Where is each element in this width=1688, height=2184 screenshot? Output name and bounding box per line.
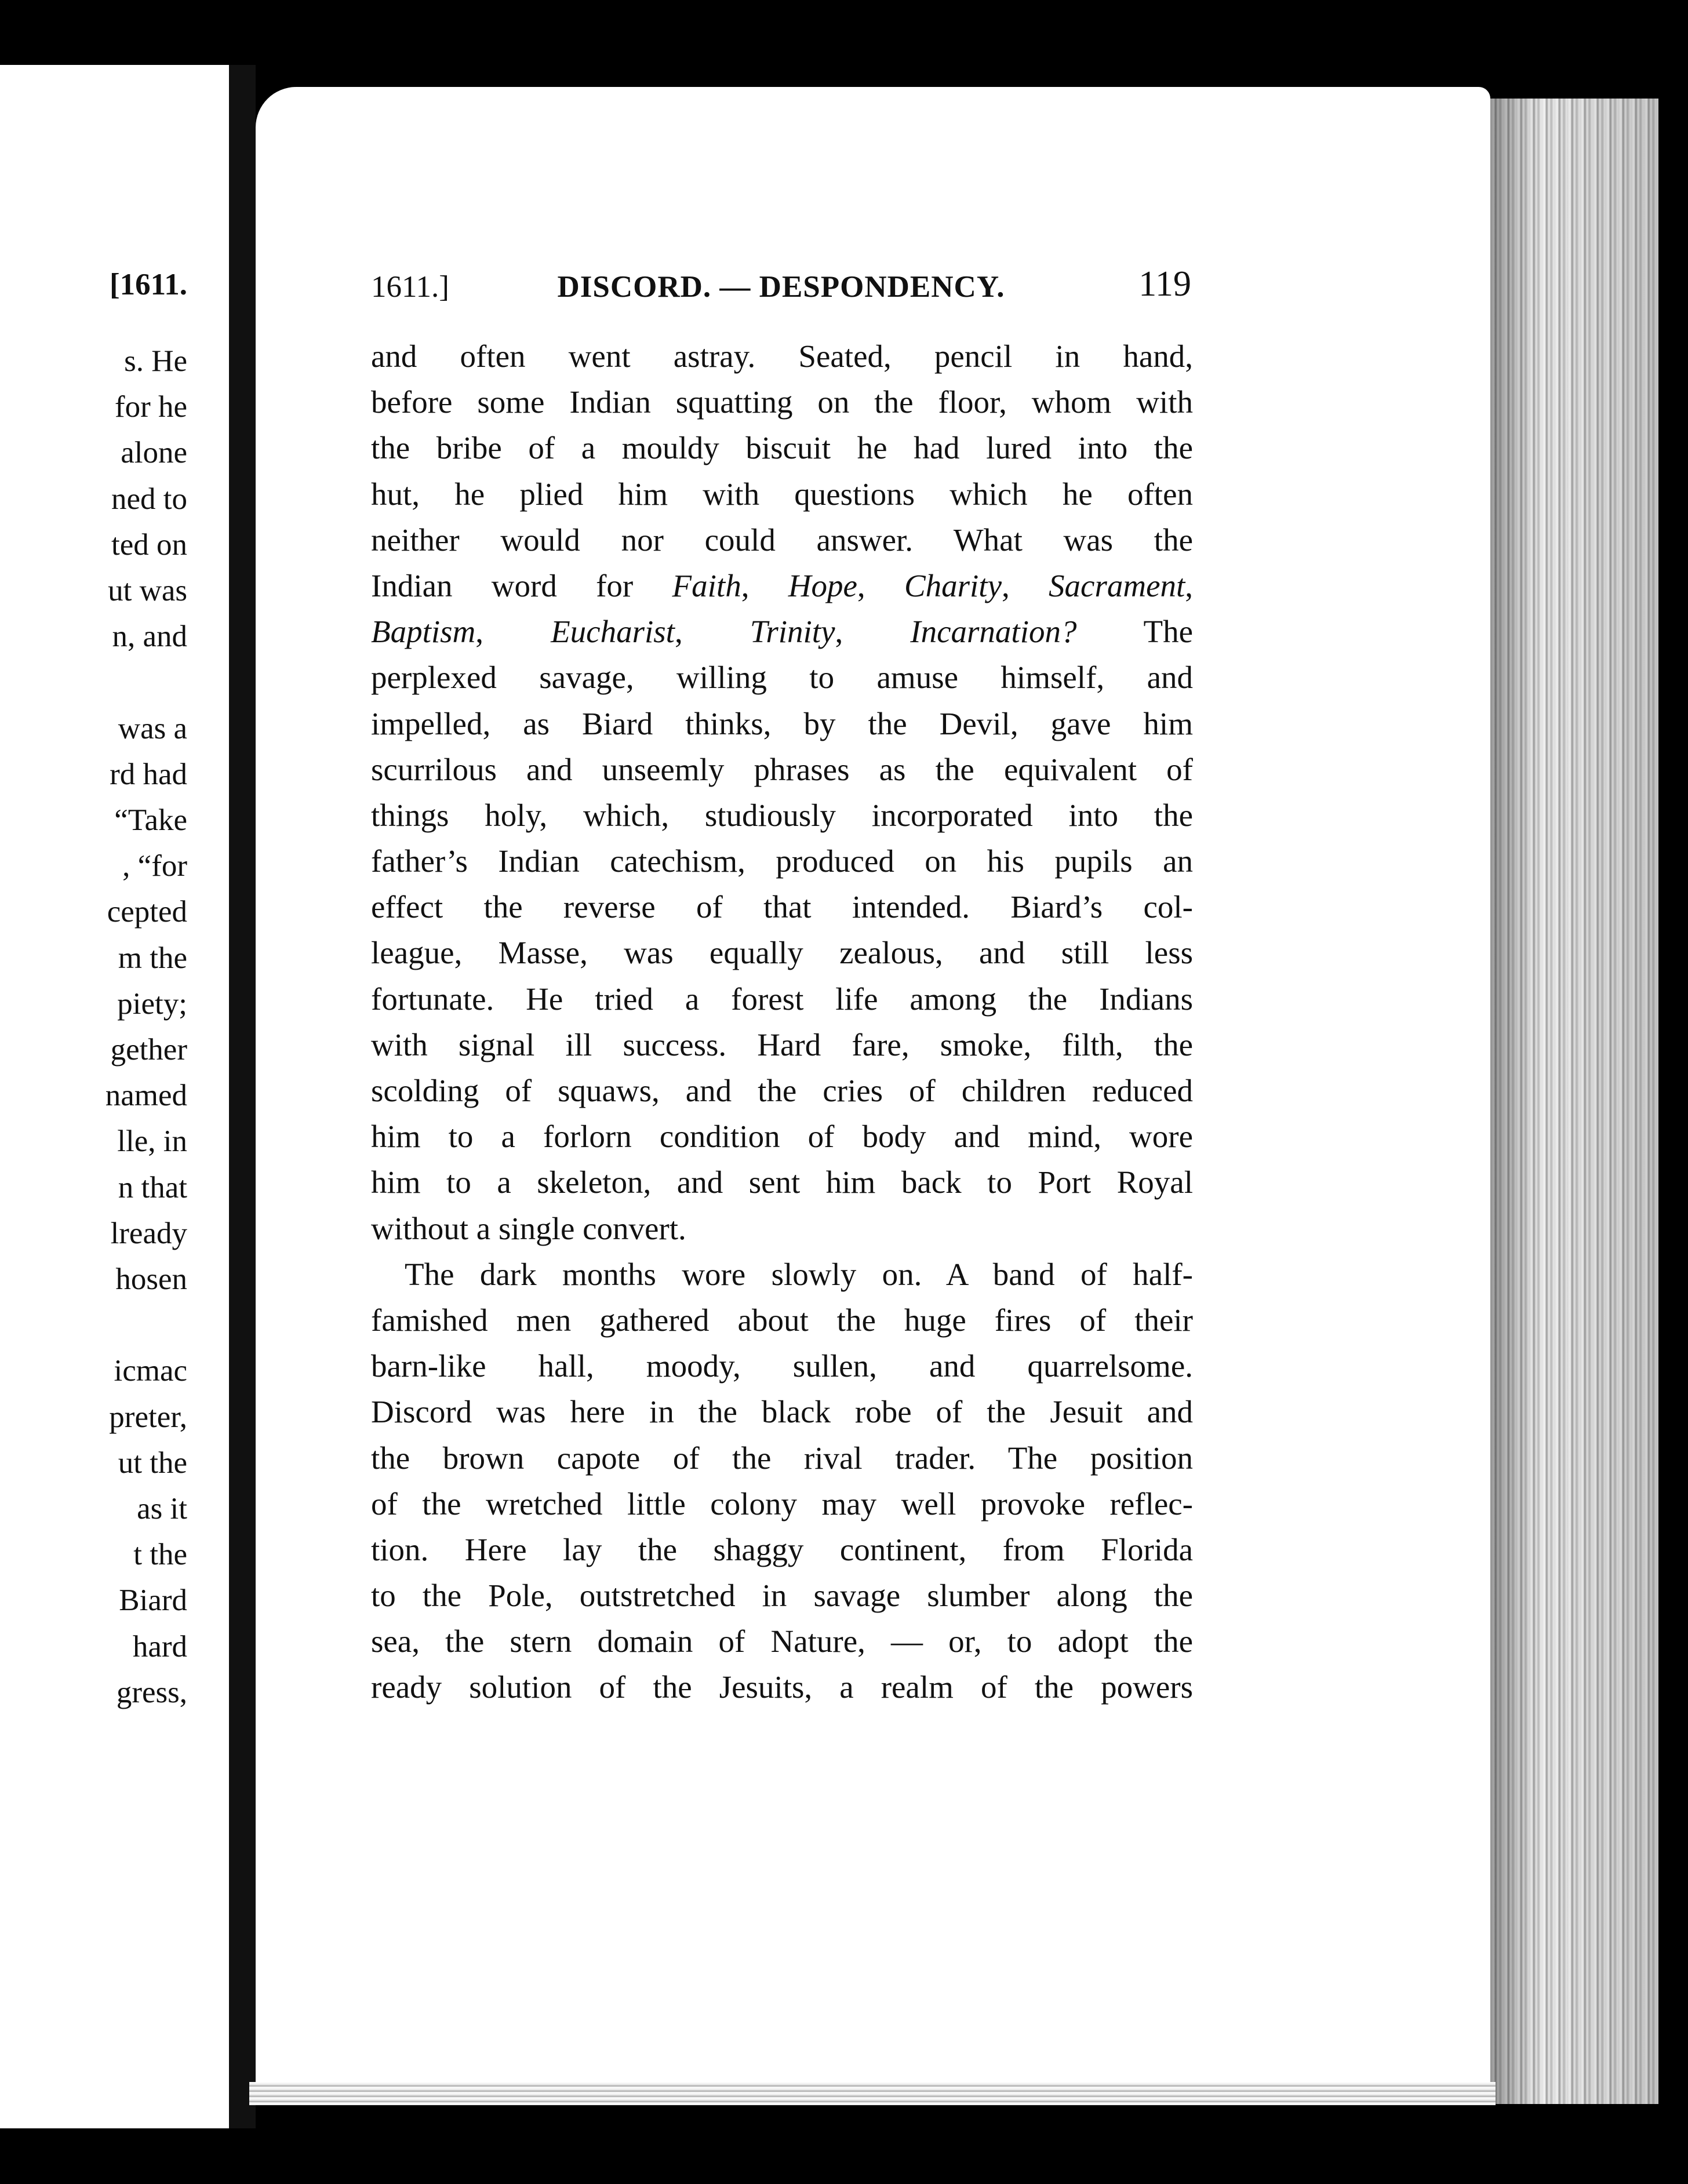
text-run: , — [1002, 567, 1049, 603]
left-page-line: cepted — [107, 895, 187, 929]
left-page-line: alone — [121, 436, 187, 470]
left-page-line: ut the — [118, 1446, 187, 1480]
page-edges — [1490, 99, 1667, 2104]
left-page-line: hosen — [115, 1262, 187, 1296]
text-line: to the Pole, outstretched in savage slumber along the — [371, 1578, 1193, 1614]
left-page-line: m the — [118, 941, 187, 975]
text-line: before some Indian squatting on the floor, whom with — [371, 384, 1193, 420]
left-page-line: named — [105, 1079, 187, 1113]
text-line: impelled, as Biard thinks, by the Devil, gave him — [371, 705, 1193, 741]
text-line: fortunate. He tried a forest life among the Indians — [371, 981, 1193, 1017]
left-page-line: lle, in — [117, 1124, 187, 1159]
left-page-line: gether — [110, 1033, 187, 1066]
text-line — [371, 563, 1193, 609]
left-page-line: icmac — [114, 1354, 187, 1388]
text-line: ready solution of the Jesuits, a realm of the powers — [371, 1669, 1193, 1705]
italic-term: Faith — [672, 567, 741, 603]
text-line: with signal ill success. Hard fare, smoke, filth, the — [371, 1027, 1193, 1062]
text-run: , — [1185, 567, 1194, 603]
left-page-line: Biard — [119, 1584, 187, 1618]
left-page-line: n that — [118, 1170, 187, 1204]
left-page-line: hard — [132, 1629, 187, 1664]
text-line: the brown capote of the rival trader. The position — [371, 1440, 1193, 1476]
italic-term: Sacrament — [1049, 567, 1185, 603]
text-line: effect the reverse of that intended. Biard’s col- — [371, 889, 1193, 925]
text-run: , — [475, 614, 551, 650]
left-page-line: s. He — [124, 344, 187, 378]
text-line: barn-like hall, moody, sullen, and quarrelsome. — [371, 1348, 1193, 1384]
italic-term: Trinity — [750, 614, 835, 650]
running-head-year: 1611.] — [371, 270, 449, 304]
text-line: things holy, which, studiously incorporated into the — [371, 797, 1193, 833]
left-page-line: as it — [137, 1492, 187, 1526]
text-line: neither would nor could answer. What was the — [371, 522, 1193, 558]
text-line: sea, the stern domain of Nature, — or, to adopt the — [371, 1624, 1193, 1659]
text-line: The dark months wore slowly on. A band of half- — [405, 1256, 1193, 1292]
text-line — [371, 609, 1193, 654]
text-run: Indian word for — [371, 567, 672, 603]
italic-term: Incarnation? — [910, 614, 1077, 650]
text-line: Discord was here in the black robe of the Jesuit and — [371, 1394, 1193, 1430]
italic-term: Charity — [904, 567, 1002, 603]
left-page-line: preter, — [109, 1400, 187, 1434]
left-page-line: was a — [118, 711, 187, 745]
left-page-line: rd had — [110, 757, 187, 791]
italic-term: Hope — [788, 567, 857, 603]
text-line: scolding of squaws, and the cries of children reduced — [371, 1073, 1193, 1108]
body-text — [371, 333, 1193, 1710]
text-line: of the wretched little colony may well provoke reflec- — [371, 1486, 1193, 1521]
text-line: him to a skeleton, and sent him back to Port Royal — [371, 1164, 1193, 1200]
left-page-line: , “for — [122, 849, 187, 883]
text-line: father’s Indian catechism, produced on his pupils an — [371, 843, 1193, 879]
text-line: famished men gathered about the huge fires of their — [371, 1302, 1193, 1338]
text-line: and often went astray. Seated, pencil in hand, — [371, 338, 1193, 374]
text-run: , — [741, 567, 788, 603]
italic-term: Eucharist — [551, 614, 675, 650]
left-page — [0, 65, 229, 2128]
left-page-line: for he — [114, 390, 187, 424]
page-number: 119 — [1138, 264, 1191, 304]
left-page-line: piety; — [117, 987, 187, 1021]
left-page-line: gress, — [116, 1675, 187, 1709]
text-run: , — [857, 567, 904, 603]
left-page-line: “Take — [114, 803, 187, 837]
text-line: perplexed savage, willing to amuse himself, and — [371, 660, 1193, 696]
running-head-title: DISCORD. — DESPONDENCY. — [557, 270, 1005, 304]
text-line: league, Masse, was equally zealous, and still less — [371, 935, 1193, 971]
left-page-line: ut was — [108, 574, 187, 607]
left-page-line: ned to — [111, 482, 187, 516]
text-line: without a single convert. — [371, 1210, 686, 1246]
bottom-page-edge — [249, 2082, 1496, 2105]
text-line: hut, he plied him with questions which he often — [371, 476, 1193, 512]
text-line: scurrilous and unseemly phrases as the equivalent of — [371, 751, 1193, 787]
text-run: , — [674, 614, 750, 650]
text-run: , — [835, 614, 911, 650]
left-page-header: [1611. — [110, 268, 187, 301]
text-run: The — [1076, 614, 1194, 650]
left-page-line: lready — [110, 1216, 187, 1250]
left-page-line: t the — [133, 1538, 187, 1572]
italic-term: Baptism — [371, 614, 476, 650]
left-page-line: ted on — [111, 527, 187, 562]
running-head — [371, 264, 1191, 310]
text-line: the bribe of a mouldy biscuit he had lured into the — [371, 430, 1193, 466]
text-line: him to a forlorn condition of body and mind, wore — [371, 1119, 1193, 1155]
book-gutter — [229, 65, 256, 2128]
left-page-line: n, and — [112, 620, 187, 654]
text-line: tion. Here lay the shaggy continent, from Florida — [371, 1531, 1193, 1567]
